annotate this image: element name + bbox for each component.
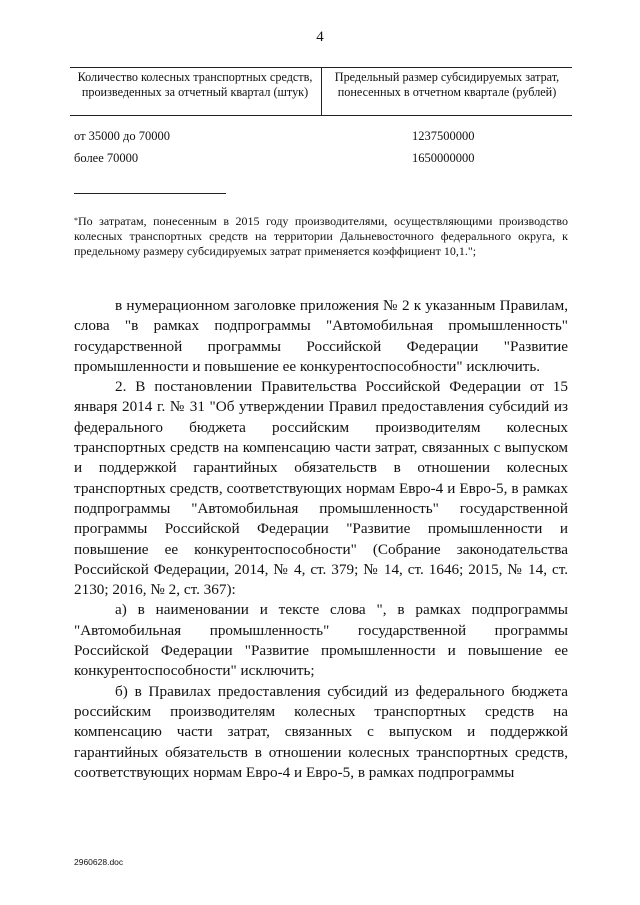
footnote (74, 214, 568, 258)
paragraph: б) в Правилах предоставления субсидий из федерального бюджета российским производителям колесных транспортных средств на компенсацию части затрат, связанных с выпуском и поддержкой гарантийных обязательств в отношении колесных транспортных средств, соответствующих нормам Евро-4 и Евро-5, в рамках подпрограммы (74, 682, 568, 781)
paragraph: а) в наименовании и тексте слова ", в рамках подпрограммы "Автомобильная промышленность" государственной программы Российской Федерации "Развитие промышленности и повышение ее конкурентоспособности" исключить; (74, 601, 568, 680)
table-header-quantity: Количество колесных транспортных средств, произведенных за отчетный квартал (штук) (77, 70, 313, 99)
table-header-rule (70, 115, 572, 116)
document-body (74, 296, 568, 783)
table-row-label: от 35000 до 70000 (74, 129, 171, 143)
footnote-separator (74, 193, 226, 194)
footer-filename: 2960628.doc (74, 857, 124, 867)
footnote-text: По затратам, понесенным в 2015 году производителями, осуществляющими производство колесных транспортных средств на территории Дальневосточного федерального округа, к предельному размеру субсидируемых затрат применяется коэффициент 10,1."; (74, 214, 568, 258)
paragraph: 2. В постановлении Правительства Российской Федерации от 15 января 2014 г. № 31 "Об утверждении Правил предоставления субсидий из федерального бюджета российским производителям колесных транспортных средств на компенсацию части затрат, связанных с выпуском и поддержкой гарантийных обязательств в отношении колесных транспортных средств, соответствующих нормам Евро-4 и Евро-5, в рамках подпрограммы "Автомобильная промышленность" государственной программы Российской Федерации "Развитие промышленности и повышение ее конкурентоспособности" (Собрание законодательства Российской Федерации, 2014, № 4, ст. 379; № 14, ст. 1646; 2015, № 14, ст. 2130; 2016, № 2, ст. 367): (74, 378, 568, 599)
table-header-limit: Предельный размер субсидируемых затрат, понесенных в отчетном квартале (рублей) (334, 70, 560, 99)
table-row-value: 1237500000 (412, 129, 475, 143)
footnote-mark: * (74, 216, 78, 225)
paragraph: в нумерационном заголовке приложения № 2 к указанным Правилам, слова "в рамках подпрограммы "Автомобильная промышленность" государственной программы Российской Федерации "Развитие промышленности и повышение ее конкурентоспособности" исключить. (74, 297, 568, 375)
table-row-label: более 70000 (74, 151, 139, 165)
table-row-value: 1650000000 (412, 151, 475, 165)
page-number: 4 (316, 29, 324, 45)
